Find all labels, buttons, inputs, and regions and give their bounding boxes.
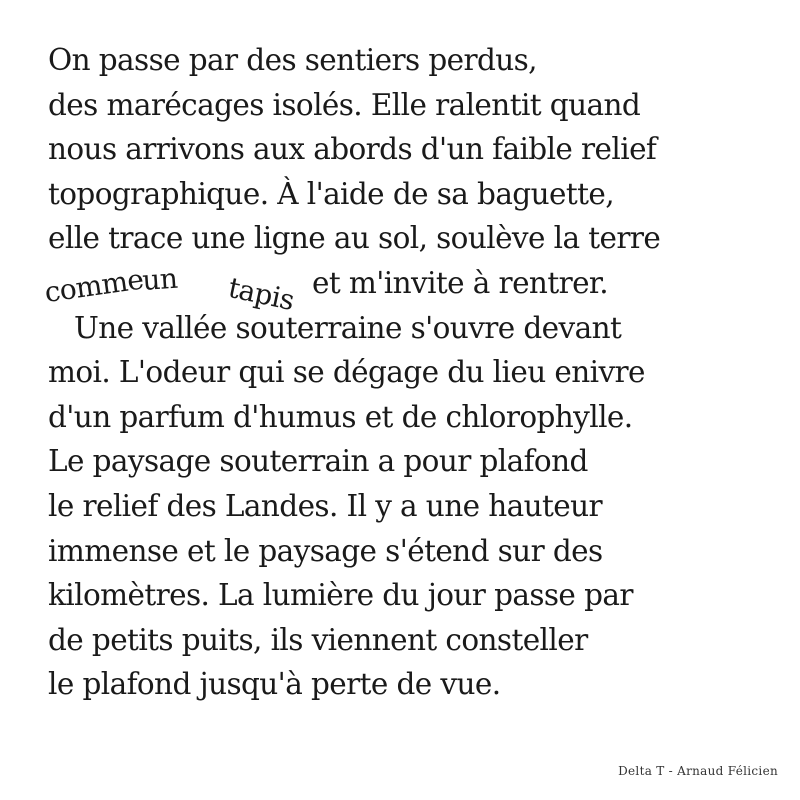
text-line: de petits puits, ils viennent consteller: [48, 622, 588, 657]
text-passage: [42, 38, 768, 707]
text-line: d'un parfum d'humus et de chlorophylle.: [48, 399, 633, 434]
text-line: nous arrivons aux abords d'un faible relief: [48, 132, 657, 167]
text-line: Le paysage souterrain a pour plafond: [48, 444, 588, 479]
text-line: On passe par des sentiers perdus,: [48, 43, 537, 77]
text-line: immense et le paysage s'étend sur des: [48, 533, 603, 568]
text-line: le relief des Landes. Il y a une hauteur: [48, 488, 603, 523]
text-line: elle trace une ligne au sol, soulève la terre: [48, 221, 661, 256]
text-line: le plafond jusqu'à perte de vue.: [48, 667, 501, 702]
wavy-phrase: [42, 261, 306, 317]
text-line: kilomètres. La lumière du jour passe par: [48, 578, 633, 613]
text-line: moi. L'odeur qui se dégage du lieu enivre: [48, 355, 645, 390]
text-line: topographique. À l'aide de sa baguette,: [48, 176, 614, 211]
text-line: des marécages isolés. Elle ralentit quand: [48, 87, 641, 122]
wavy-word: comme: [42, 262, 146, 310]
author-credit: Delta T - Arnaud Félicien: [618, 764, 778, 778]
wavy-text-line: [42, 261, 768, 317]
wavy-word: un: [141, 261, 179, 297]
paragraph-start-line: Une vallée souterraine s'ouvre devant: [74, 310, 622, 345]
wavy-word: tapis: [225, 270, 297, 317]
text-line-rest: et m'invite à rentrer.: [312, 265, 608, 300]
